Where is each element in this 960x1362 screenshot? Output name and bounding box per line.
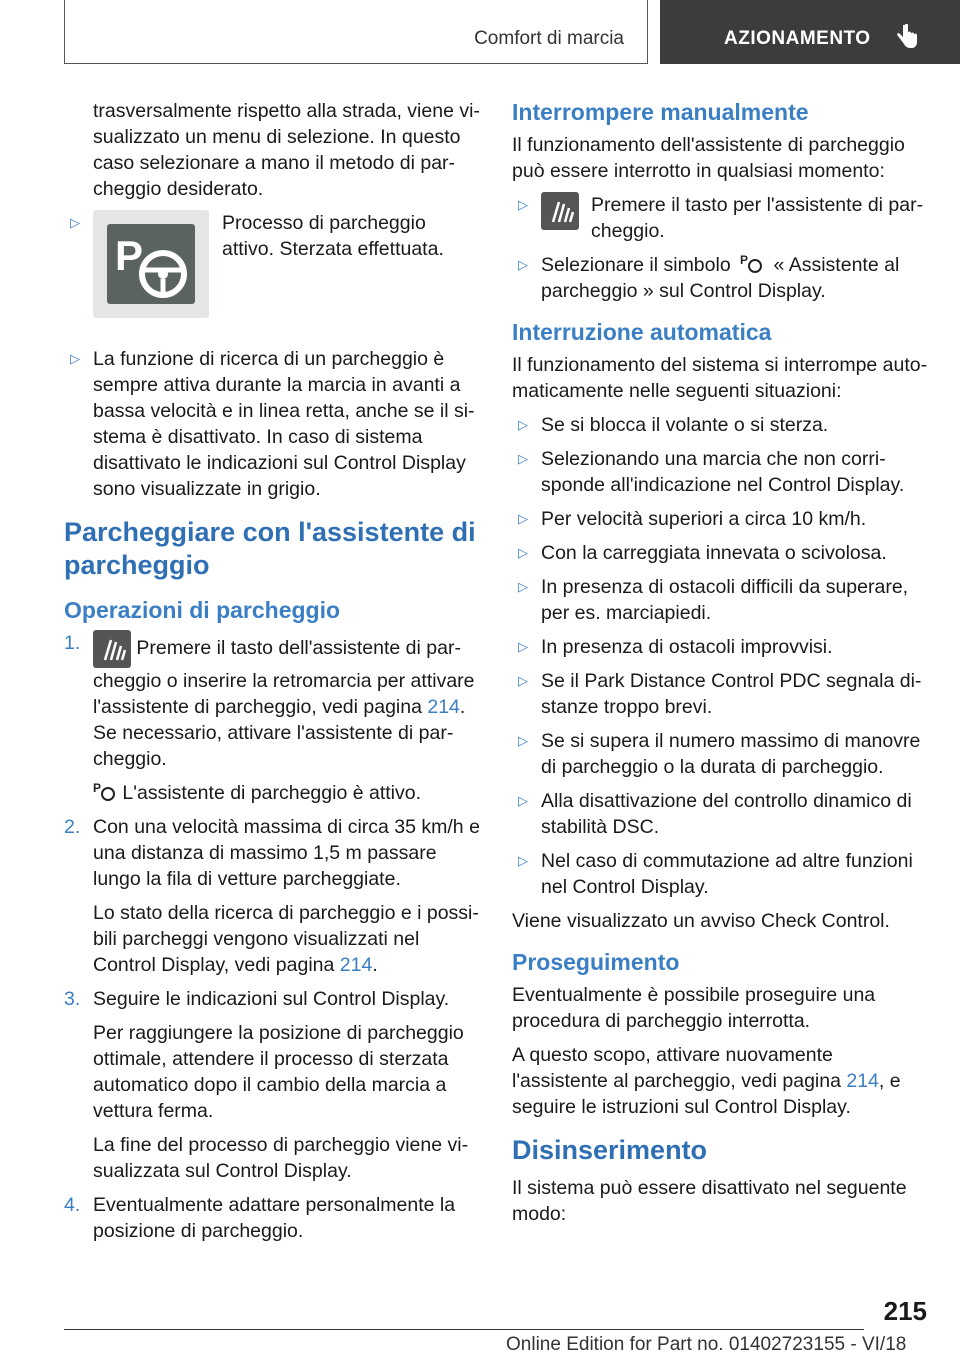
- step-sub: [93, 780, 480, 806]
- chapter-title: AZIONAMENTO: [724, 28, 871, 49]
- list-item: [512, 446, 930, 498]
- list-item: [512, 788, 930, 840]
- step-sub: [93, 900, 480, 978]
- page-link[interactable]: 214: [339, 954, 373, 976]
- auto-interrupt-list: [512, 412, 930, 900]
- svg-text:P: P: [740, 253, 749, 267]
- step-text: Eventualmente adattare personalmente la posizione di parcheggio.: [93, 1194, 456, 1242]
- edition-note: Online Edition for Part no. 01402723155 - VI/18: [506, 1334, 907, 1355]
- parking-steering-symbol: [93, 210, 209, 318]
- parking-active-text: Processo di parcheggio attivo. Sterzata effettuata.: [222, 212, 444, 260]
- list-item: [512, 412, 930, 438]
- step-1: [64, 630, 480, 806]
- list-item-text: Premere il tasto per l'assistente di parcheggio.: [591, 194, 924, 242]
- list-item: [512, 192, 930, 244]
- list-item-text: Se il Park Distance Control PDC segnala distanze troppo brevi.: [541, 670, 922, 718]
- list-item: [512, 668, 930, 720]
- list-item-text: In presenza di ostacoli improvvisi.: [541, 636, 833, 658]
- hand-pointer-icon: [896, 24, 918, 50]
- list-item: [512, 728, 930, 780]
- park-assist-symbol-icon: [93, 780, 117, 802]
- step-2: [64, 814, 480, 978]
- list-item-text: Selezionare il simbolo: [541, 254, 731, 276]
- step-text: Seguire le indicazioni sul Control Display.: [93, 988, 450, 1010]
- step-text-b: . Se necessario, attivare l'assistente di parcheggio.: [93, 696, 466, 770]
- svg-text:P: P: [93, 781, 102, 795]
- list-item: [64, 346, 480, 502]
- paragraph: [512, 1042, 930, 1120]
- triangle-bullet-icon: ▷: [518, 673, 528, 688]
- paragraph-text-end: , e seguire le istruzioni sul Control Display.: [512, 1070, 901, 1118]
- intro-paragraph: trasversalmente rispetto alla strada, viene visualizzato un menu di selezione. In questo caso selezionare a mano il metodo di parcheggio desiderato.: [93, 100, 480, 200]
- park-assist-button-icon: [93, 630, 131, 668]
- list-item-text: La funzione di ricerca di un parcheggio è sempre attiva durante la marcia in avanti a bassa velocità e in linea retta, anche se il sistema è disattivato. In caso di sistema disattivato le indicazioni sul Control Display sono visualizzate in grigio.: [93, 348, 475, 500]
- step-sub-text-end: .: [372, 954, 378, 976]
- list-item: [512, 574, 930, 626]
- step-3: [64, 986, 480, 1184]
- list-item-parking-active: [64, 210, 480, 338]
- subsection-heading: Operazioni di parcheggio: [64, 597, 341, 623]
- list-item: [512, 506, 930, 532]
- triangle-bullet-icon: ▷: [70, 351, 80, 366]
- chapter-tab: [660, 0, 960, 64]
- step-number: 2.: [64, 816, 81, 838]
- list-item-text: Se si blocca il volante o si sterza.: [541, 414, 829, 436]
- list-item-text-end: « Assistente al parcheggio » sul Control Display.: [541, 254, 900, 302]
- triangle-bullet-icon: ▷: [518, 197, 528, 212]
- left-column: [64, 98, 480, 1252]
- svg-text:P: P: [115, 232, 144, 279]
- triangle-bullet-icon: ▷: [518, 417, 528, 432]
- list-item-text: Se si supera il numero massimo di manovre di parcheggio o la durata di parcheggio.: [541, 730, 921, 778]
- paragraph: Il sistema può essere disattivato nel seguente modo:: [512, 1177, 907, 1225]
- triangle-bullet-icon: ▷: [518, 733, 528, 748]
- step-sub-text: Lo stato della ricerca di parcheggio e i possibili parcheggi vengono visualizzati nel Control Display, vedi pagina: [93, 902, 479, 976]
- step-number: 3.: [64, 988, 81, 1010]
- step-sub: La fine del processo di parcheggio viene visualizzata sul Control Display.: [93, 1134, 469, 1182]
- list-item-text: Alla disattivazione del controllo dinamico di stabilità DSC.: [541, 790, 912, 838]
- step-text-a: Premere il tasto dell'assistente di parcheggio o inserire la retromarcia per attivare l'assistente di parcheggio, vedi pagina: [93, 637, 475, 718]
- list-item: [512, 252, 930, 304]
- section-heading: Parcheggiare con l'assistente di parcheggio: [64, 517, 476, 580]
- right-column: [512, 98, 930, 1235]
- list-item: [512, 540, 930, 566]
- subsection-heading: Interrompere manualmente: [512, 99, 809, 125]
- triangle-bullet-icon: ▷: [518, 257, 528, 272]
- page-link[interactable]: 214: [846, 1070, 879, 1092]
- section-title: Comfort di marcia: [474, 28, 624, 49]
- step-4: [64, 1192, 480, 1244]
- list-item-text: Nel caso di commutazione ad altre funzioni nel Control Display.: [541, 850, 913, 898]
- park-steer-icon: [107, 224, 195, 304]
- page-link[interactable]: 214: [427, 696, 460, 718]
- list-item-text: In presenza di ostacoli difficili da superare, per es. marciapiedi.: [541, 576, 909, 624]
- step-number: 4.: [64, 1194, 81, 1216]
- subsection-heading: Interruzione automatica: [512, 319, 772, 345]
- triangle-bullet-icon: ▷: [518, 853, 528, 868]
- paragraph: Il funzionamento dell'assistente di parcheggio può essere interrotto in qualsiasi momento:: [512, 134, 905, 182]
- list-item: [512, 848, 930, 900]
- triangle-bullet-icon: ▷: [518, 451, 528, 466]
- section-heading: Disinserimento: [512, 1135, 708, 1165]
- list-item: [512, 634, 930, 660]
- step-number: 1.: [64, 632, 81, 654]
- step-text: Con una velocità massima di circa 35 km/h e una distanza di massimo 1,5 m passare lungo la fila di vetture parcheggiate.: [93, 816, 480, 890]
- list-item-text: Per velocità superiori a circa 10 km/h.: [541, 508, 867, 530]
- footer-divider: [64, 1329, 864, 1330]
- list-item-text: Selezionando una marcia che non corrisponde all'indicazione nel Control Display.: [541, 448, 905, 496]
- paragraph: Viene visualizzato un avviso Check Control.: [512, 910, 890, 932]
- list-item-text: Con la carreggiata innevata o scivolosa.: [541, 542, 887, 564]
- triangle-bullet-icon: ▷: [518, 511, 528, 526]
- triangle-bullet-icon: ▷: [518, 793, 528, 808]
- subsection-heading: Proseguimento: [512, 949, 680, 975]
- triangle-bullet-icon: ▷: [518, 639, 528, 654]
- triangle-bullet-icon: ▷: [518, 579, 528, 594]
- paragraph: Il funzionamento del sistema si interrompe automaticamente nelle seguenti situazioni:: [512, 354, 928, 402]
- triangle-bullet-icon: ▷: [70, 215, 80, 230]
- park-assist-button-icon: [541, 192, 579, 230]
- paragraph-text: A questo scopo, attivare nuovamente l'assistente al parcheggio, vedi pagina: [512, 1044, 847, 1092]
- park-assist-symbol-icon: [740, 252, 764, 274]
- step-sub-text: L'assistente di parcheggio è attivo.: [122, 782, 421, 804]
- step-sub: Per raggiungere la posizione di parcheggio ottimale, attendere il processo di sterzata automatico dopo il cambio della marcia a vettura ferma.: [93, 1022, 464, 1122]
- paragraph: Eventualmente è possibile proseguire una procedura di parcheggio interrotta.: [512, 984, 876, 1032]
- triangle-bullet-icon: ▷: [518, 545, 528, 560]
- page-number: 215: [883, 1296, 927, 1326]
